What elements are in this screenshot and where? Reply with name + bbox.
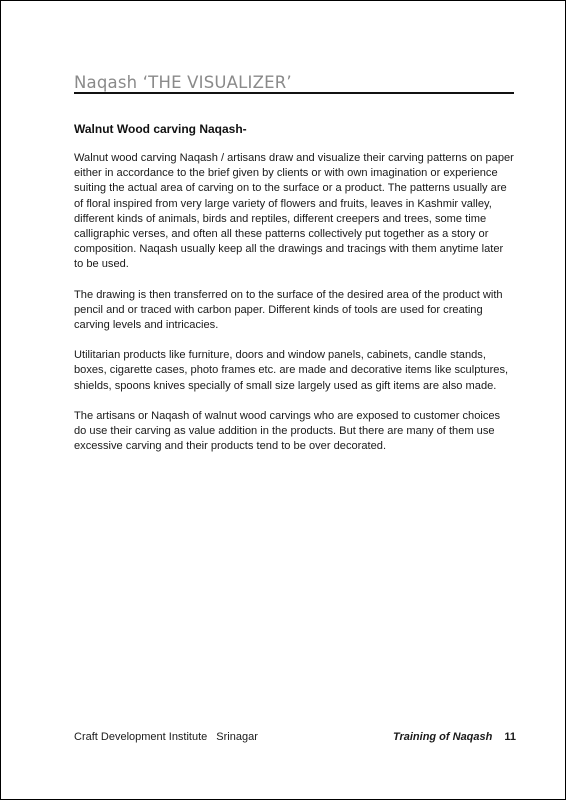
paragraph-2: The drawing is then transferred on to the surface of the desired area of the product with pencil and or traced with carbon paper. Different kinds of tools are used for creating carving levels and intricacies. [74,288,503,332]
paragraph-1: Walnut wood carving Naqash / artisans draw and visualize their carving patterns on paper either in accordance to the brief given by clients or with own imagination or experience suiting the actual area of carving on to the surface or a product. The patterns usually are of floral inspired from very large variety of flowers and fruits, leaves in Kashmir valley, different kinds of animals, birds and reptiles, different creepers and trees, some time calligraphic verses, and often all these patterns collectively put together as a story or composition. Naqash usually keep all the drawings and tracings with them anytime later to be used. [74,152,514,271]
paragraph-4: The artisans or Naqash of walnut wood carvings who are exposed to customer choices do use their carving as value addition in the products. But there are many of them use excessive carving and their products tend to be over decorated. [74,409,501,453]
footer-left [74,731,258,743]
footer-city: Srinagar [216,731,258,743]
page-title: Naqash ‘THE VISUALIZER’ [74,73,292,92]
main-content [74,122,514,469]
section-heading: Walnut Wood carving Naqash- [74,122,247,136]
page-footer [74,731,516,747]
footer-publication: Training of Naqash [392,731,493,743]
footer-right [393,731,516,743]
page-number: 11 [504,731,516,743]
header-divider [74,92,514,94]
footer-institute: Craft Development Institute [74,731,208,743]
paragraph-3: Utilitarian products like furniture, doors and window panels, cabinets, candle stands, boxes, cigarette cases, photo frames etc. are made and decorative items like sculptures, shields, spoons knives specially of small size largely used as gift items are also made. [74,349,509,392]
